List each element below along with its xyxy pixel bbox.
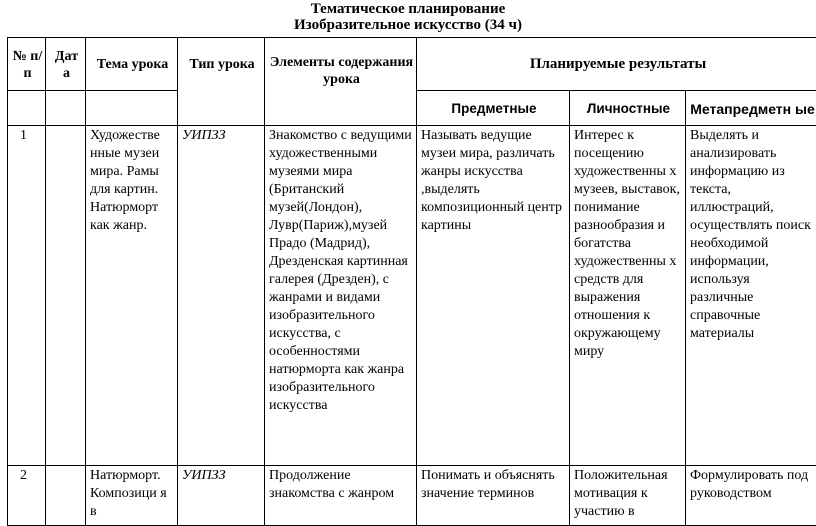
row-meta-results: Формулировать под руководством: [686, 466, 816, 526]
header-meta-results: Метапредметн ые: [686, 91, 816, 126]
header-content-elements: Элементы содержания урока: [265, 38, 417, 126]
document-title: Тематическое планирование: [0, 1, 816, 18]
header-topic: Тема урока: [86, 38, 178, 91]
row-num: 1: [8, 126, 46, 466]
header-lesson-type: Тип урока: [178, 38, 265, 126]
header-num: № п/п: [8, 38, 46, 91]
table-row: [8, 466, 816, 526]
header-spacer-topic: [86, 91, 178, 126]
document-subtitle: Изобразительное искусство (34 ч): [0, 17, 816, 34]
row-date: [46, 466, 86, 526]
row-personal-results: Положительная мотивация к участию в: [570, 466, 686, 526]
row-personal-results: Интерес к посещению художественны х музеев, выставок, понимание разнообразия и богатства художественны х средств для выражения отношения к окружающему миру: [570, 126, 686, 466]
row-lesson-type: УИПЗЗ: [178, 466, 265, 526]
header-date: Дат а: [46, 38, 86, 91]
row-content: Продолжение знакомства с жанром: [265, 466, 417, 526]
row-date: [46, 126, 86, 466]
row-meta-results: Выделять и анализировать информацию из текста, иллюстраций, осуществлять поиск необходимой информации, используя различные справочные материалы: [686, 126, 816, 466]
table-row: [8, 126, 816, 466]
row-topic: Художестве нные музеи мира. Рамы для картин. Натюрморт как жанр.: [86, 126, 178, 466]
row-lesson-type: УИПЗЗ: [178, 126, 265, 466]
row-subject-results: Называть ведущие музеи мира, различать жанры искусства ,выделять композиционный центр картины: [417, 126, 570, 466]
header-spacer-num: [8, 91, 46, 126]
planning-table: [7, 37, 816, 526]
header-planned-results: Планируемые результаты: [417, 38, 816, 91]
header-personal-results: Личностные: [570, 91, 686, 126]
header-subject-results: Предметные: [417, 91, 570, 126]
row-content: Знакомство с ведущими художественными музеями мира (Британский музей(Лондон), Лувр(Париж),музей Прадо (Мадрид), Дрезденская картинная галерея (Дрезден), с жанрами и видами изобразительного искусства, с особенностями натюрморта как жанра изобразительного искусства: [265, 126, 417, 466]
row-subject-results: Понимать и объяснять значение терминов: [417, 466, 570, 526]
header-row-1: [8, 38, 816, 91]
header-spacer-date: [46, 91, 86, 126]
row-topic: Натюрморт. Композици я в: [86, 466, 178, 526]
row-num: 2: [8, 466, 46, 526]
